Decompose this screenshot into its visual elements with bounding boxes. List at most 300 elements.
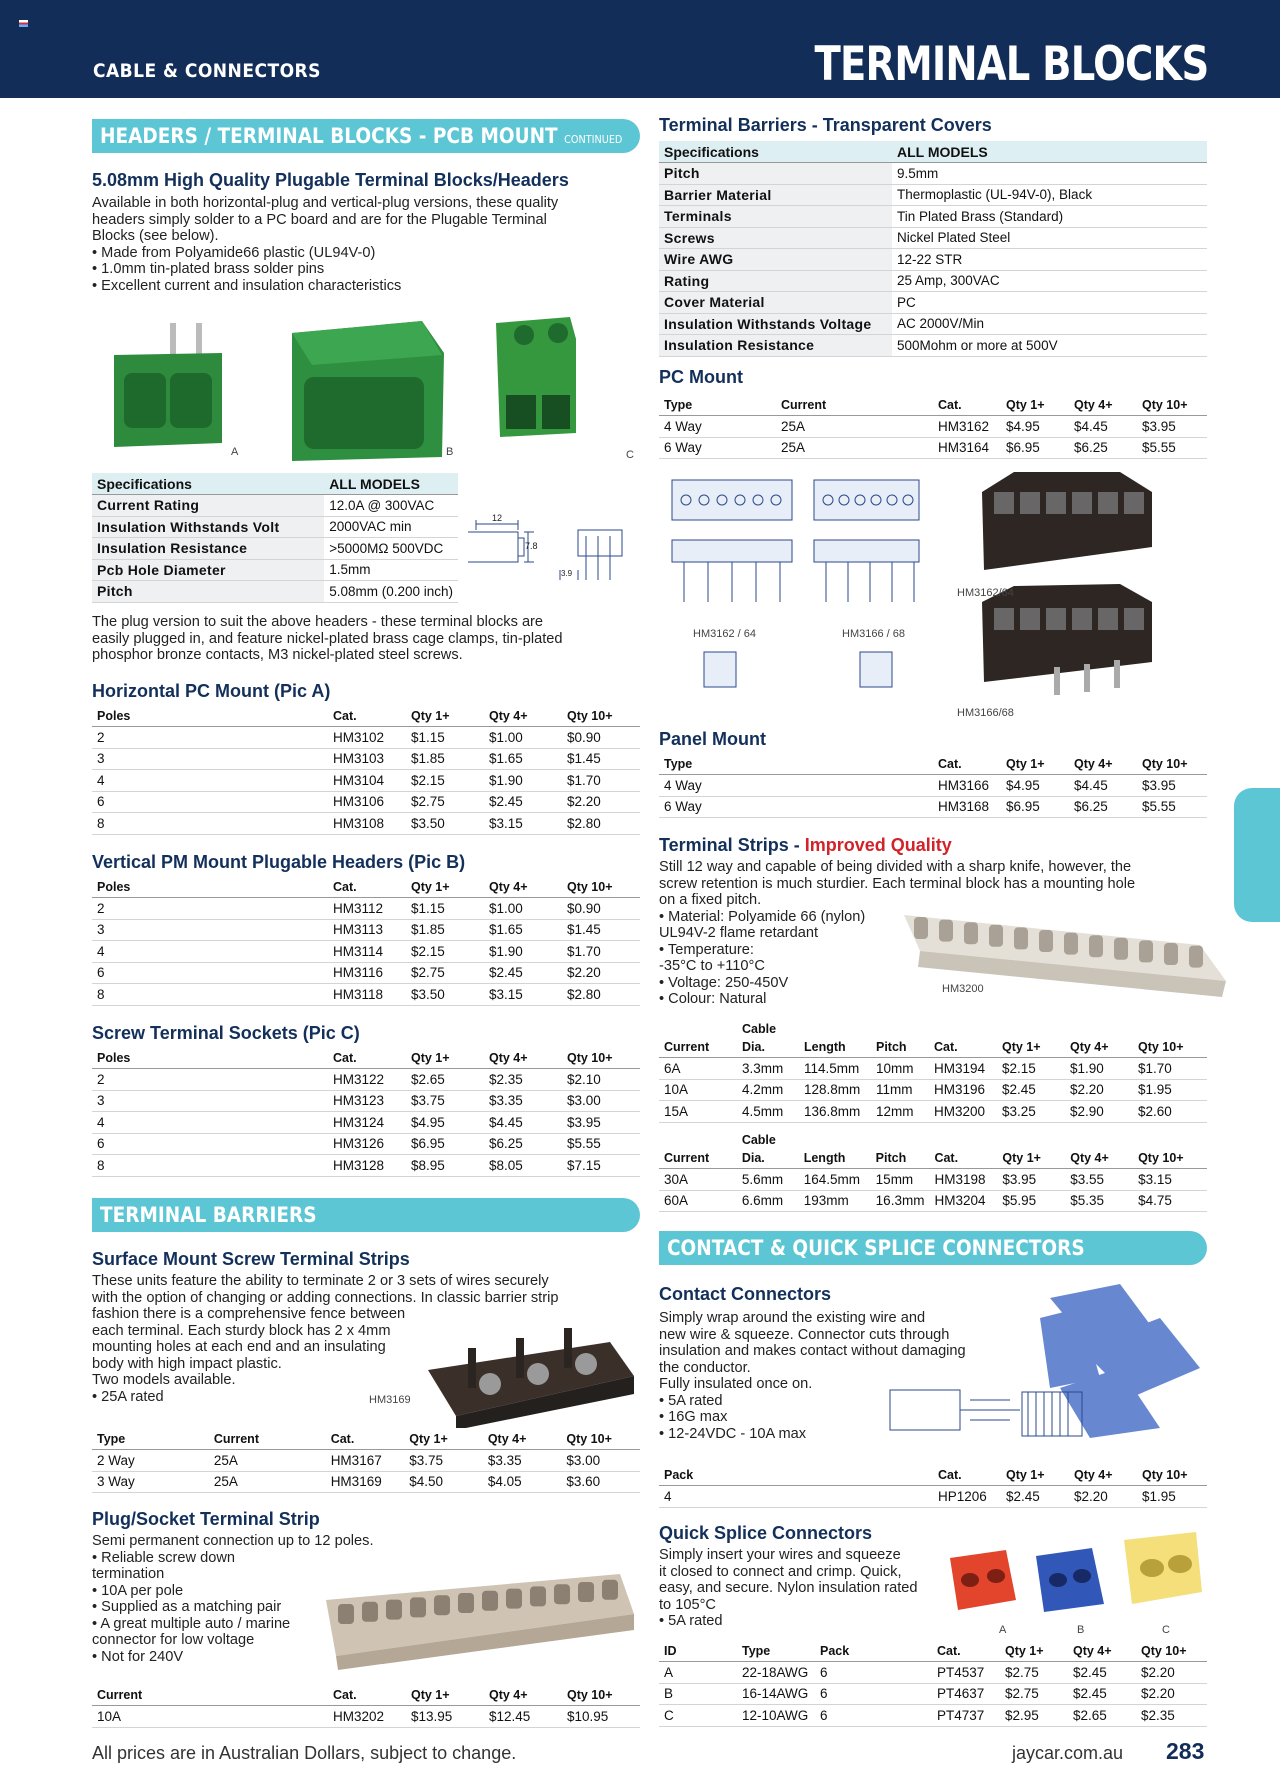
column-header: Qty 4+ [483,1428,562,1450]
table-cell: $1.15 [406,727,484,749]
table-cell: HM3196 [929,1079,997,1101]
text-line: Semi permanent connection up to 12 poles. [92,1533,374,1549]
column-header [929,1022,997,1036]
spec-value: 12.0A @ 300VAC [324,495,458,517]
column-header: Qty 1+ [406,876,484,898]
table-row [92,1112,640,1134]
table-cell: 12mm [871,1101,929,1123]
table-cell: HM3108 [328,813,406,835]
column-header: Cat. [933,394,1001,416]
horizontal-pc-heading: Horizontal PC Mount (Pic A) [92,681,331,701]
text-line: headers simply solder to a PC board and are for the Plugable Terminal [92,211,547,228]
table-cell: $2.80 [562,813,640,835]
table-cell: $2.45 [484,962,562,984]
spec-label: Barrier Material [659,184,892,206]
table-cell: $2.75 [1000,1662,1068,1684]
table-row [92,1069,640,1091]
label-c: C [626,449,634,461]
text-line: Blocks (see below). [92,228,219,244]
table-cell: HM3204 [929,1190,997,1212]
table-cell: $2.15 [997,1058,1065,1080]
table-cell: $3.15 [1133,1169,1207,1191]
table-cell: $4.95 [406,1112,484,1134]
page-number: 283 [1166,1738,1205,1764]
column-header: Qty 4+ [484,705,562,727]
column-header: Pitch [871,1036,929,1058]
column-header: Current [659,1147,737,1169]
table-row [92,1450,640,1472]
column-header: Cat. [328,1047,406,1069]
table-cell: HM3102 [328,727,406,749]
section-bar-contact [659,1231,1207,1265]
spec-label: Current Rating [92,495,324,517]
spec-row [659,163,1207,185]
terminal-strips-heading: Terminal Strips - Improved Quality [659,835,952,855]
column-header: Qty 10+ [1133,1036,1207,1058]
table-cell: $6.95 [1001,796,1069,818]
column-header: Qty 10+ [562,1684,640,1706]
table-cell: $1.85 [406,748,484,770]
table-cell: 6 [815,1705,932,1727]
plug-socket-strip-photo [320,1560,640,1675]
table-cell: HM3118 [328,984,406,1006]
table-cell: HM3202 [328,1706,406,1728]
table-cell: 12-10AWG [737,1705,815,1727]
column-header: Cat. [933,1464,1001,1486]
table-row [659,1705,1207,1727]
table-cell: 16-14AWG [737,1683,815,1705]
table-cell: PT4637 [932,1683,1000,1705]
table-cell: 16.3mm [871,1190,930,1212]
column-header [1065,1133,1133,1147]
table-row [659,437,1207,459]
quick-splice-yellow [1124,1532,1202,1604]
table-cell: $2.20 [1136,1683,1207,1705]
table-cell: HM3106 [328,791,406,813]
table-cell: 3 [92,748,328,770]
table-row [92,941,640,963]
text-line: Available in both horizontal-plug and vertical-plug versions, these quality [92,195,559,211]
panel-mount-heading: Panel Mount [659,729,766,749]
table-cell: HM3123 [328,1090,406,1112]
table-cell: HM3162 [933,416,1001,438]
table-cell: HM3198 [929,1169,997,1191]
column-header: Qty 1+ [1001,1464,1069,1486]
side-tab[interactable] [1234,788,1280,922]
spec-row [659,206,1207,228]
column-header [871,1022,929,1036]
barrier-caption: HM3169 [369,1394,411,1406]
column-header: Current [209,1428,326,1450]
table-row [659,1058,1207,1080]
table-cell: 6 [815,1683,932,1705]
table-cell: HM3169 [326,1471,405,1493]
table-cell: $2.45 [1068,1683,1136,1705]
pc-mount-table [659,394,1207,459]
text-line: • Reliable screw down [92,1549,236,1566]
quick-splice-red [950,1550,1016,1610]
table-row [92,984,640,1006]
table-cell: $4.45 [1069,775,1137,797]
column-header: Qty 10+ [562,705,640,727]
text-line: it closed to connect and crimp. Quick, [659,1563,902,1580]
spec-value: >5000MΩ 500VDC [324,538,458,560]
table-cell: 6 [92,1133,328,1155]
text-line: the conductor. [659,1359,751,1376]
spec-label: Terminals [659,206,892,228]
table-cell: $3.55 [1065,1169,1133,1191]
column-header: Qty 1+ [997,1036,1065,1058]
spec-row [92,538,458,560]
table-cell: HM3113 [328,919,406,941]
text-line: body with high impact plastic. [92,1355,282,1372]
text-line: • 12-24VDC - 10A max [659,1425,807,1442]
table-cell: 10A [659,1079,737,1101]
spec-value: 9.5mm [892,163,1207,185]
table-cell: $6.25 [1069,437,1137,459]
spec-value: Thermoplastic (UL-94V-0), Black [892,184,1207,206]
table-cell: $1.70 [1133,1058,1207,1080]
splice-label-c: C [1162,1624,1170,1636]
text-line: to 105°C [659,1596,716,1613]
table-cell: $3.50 [406,984,484,1006]
table-cell: $0.90 [562,898,640,920]
barrier-dimension-diagrams [664,462,1204,712]
table-cell: HM3116 [328,962,406,984]
table-cell: 6A [659,1058,737,1080]
table-cell: $2.75 [406,962,484,984]
table-row [659,1683,1207,1705]
table-cell: 25A [209,1471,326,1493]
table-cell: HM3200 [929,1101,997,1123]
table-cell: $1.00 [484,727,562,749]
text-line: • Not for 240V [92,1648,184,1665]
spec-row [659,227,1207,249]
spec-value: 1.5mm [324,559,458,581]
table-cell: $12.45 [484,1706,562,1728]
page-header [0,0,1280,98]
column-header: Type [659,753,933,775]
diagram-caption-2: HM3166 / 68 [842,628,905,640]
section-bar-headers [92,119,640,153]
text-line: on a fixed pitch. [659,892,762,908]
table-row [659,1486,1207,1508]
table-cell: HM3126 [328,1133,406,1155]
table-row [659,416,1207,438]
section-suffix: CONTINUED [564,133,623,146]
table-cell: 15A [659,1101,737,1123]
column-header [871,1133,930,1147]
column-header: Cat. [933,753,1001,775]
table-cell: $3.95 [1137,416,1207,438]
table-cell: 2 [92,1069,328,1091]
site-url[interactable]: jaycar.com.au [1012,1743,1124,1763]
text-line: easily plugged in, and feature nickel-plated brass cage clamps, tin-plated [92,630,563,647]
column-header: Qty 10+ [1137,394,1207,416]
text-line: phosphor bronze contacts, M3 nickel-plated steel screws. [92,647,463,663]
table-cell: 5.6mm [737,1169,799,1191]
column-header: Poles [92,876,328,898]
horizontal-pc-table [92,705,640,835]
column-header: Type [737,1640,815,1662]
text-line: termination [92,1566,165,1582]
table-cell: $5.35 [1065,1190,1133,1212]
plug-socket-heading: Plug/Socket Terminal Strip [92,1509,320,1529]
barrier-strip-photo [420,1318,640,1428]
surface-mount-table [92,1428,640,1493]
table-cell: $4.95 [1001,416,1069,438]
column-header: Cat. [328,876,406,898]
column-header: Qty 1+ [406,705,484,727]
section-title: CONTACT & QUICK SPLICE CONNECTORS [667,1236,1085,1260]
spec-row [659,313,1207,335]
table-cell: 8 [92,984,328,1006]
table-cell: 4 Way [659,416,776,438]
table-cell: HM3122 [328,1069,406,1091]
column-header: Qty 10+ [562,1047,640,1069]
table-cell: $1.90 [484,770,562,792]
text-line: • A great multiple auto / marine [92,1615,291,1632]
plugable-spec-table: Specifications ALL MODELS Current Rating 12.0A @ 300VAC Insulation Withstands Volt 2000VAC min Insulation Resistance >5000MΩ 500VDC Pcb Hole Diameter 1.5mm Pitch 5.08mm (0.200 inch) [92,473,458,603]
screw-sockets-heading: Screw Terminal Sockets (Pic C) [92,1023,360,1043]
table-cell: $4.05 [483,1471,562,1493]
table-cell: 4.2mm [737,1079,799,1101]
header-photo-b [292,321,444,461]
table-cell: 8 [92,1155,328,1177]
page-title: TERMINAL BLOCKS [814,37,1208,92]
table-cell: HM3103 [328,748,406,770]
table-cell: $1.85 [406,919,484,941]
label-b: B [446,446,454,458]
svg-text:12: 12 [492,513,503,523]
table-row [92,962,640,984]
table-row [92,898,640,920]
table-cell: $3.25 [997,1101,1065,1123]
table-cell: 6 [92,791,328,813]
column-header [1065,1022,1133,1036]
header-photo-c [496,317,576,437]
surface-mount-heading: Surface Mount Screw Terminal Strips [92,1249,410,1269]
table-row [92,919,640,941]
table-row [92,1155,640,1177]
table-row [92,770,640,792]
table-cell: 6 Way [659,437,776,459]
column-header: Qty 4+ [1065,1036,1133,1058]
column-header: Current [776,394,933,416]
column-header: Current [92,1684,328,1706]
spec-row [659,335,1207,357]
quick-splice-heading: Quick Splice Connectors [659,1523,873,1543]
text-line: Fully insulated once on. [659,1376,813,1392]
table-cell: $2.35 [484,1069,562,1091]
table-cell: 164.5mm [799,1169,871,1191]
table-cell: $2.20 [562,791,640,813]
table-cell: 136.8mm [799,1101,871,1123]
table-cell: $2.65 [406,1069,484,1091]
column-header [1133,1022,1207,1036]
strip-caption: HM3200 [942,983,984,995]
vertical-pm-heading: Vertical PM Mount Plugable Headers (Pic B) [92,852,466,872]
table-cell: 128.8mm [799,1079,871,1101]
table-cell: $7.15 [562,1155,640,1177]
text-line: new wire & squeeze. Connector cuts through [659,1326,950,1343]
spec-label: Insulation Resistance [659,335,892,357]
spec-label: Screws [659,227,892,249]
text-line: with the option of changing or adding connections. In classic barrier strip [92,1289,559,1306]
table-cell: $2.45 [1068,1662,1136,1684]
table-cell: 60A [659,1190,737,1212]
table-cell: HM3104 [328,770,406,792]
svg-text:7.8: 7.8 [525,541,538,551]
table-cell: $2.20 [562,962,640,984]
table-cell: 4 [92,1112,328,1134]
table-cell: $2.35 [1136,1705,1207,1727]
text-line: • Material: Polyamide 66 (nylon) [659,908,866,925]
spec-label: Wire AWG [659,249,892,271]
table-row [92,813,640,835]
label-a: A [231,446,239,458]
column-header: Qty 4+ [1068,1640,1136,1662]
spec-label: Pitch [659,163,892,185]
spec-value: AC 2000V/Min [892,313,1207,335]
table-cell: $4.75 [1133,1190,1207,1212]
spec-value: Nickel Plated Steel [892,227,1207,249]
table-cell: 25A [776,416,933,438]
table-row [659,1101,1207,1123]
table-cell: $3.35 [484,1090,562,1112]
table-cell: $1.70 [562,770,640,792]
contact-connectors-table [659,1464,1207,1508]
table-cell: 2 [92,898,328,920]
terminal-strips-table-1 [659,1022,1207,1123]
text-line: Simply insert your wires and squeeze [659,1547,901,1563]
column-header [799,1022,871,1036]
table-cell: $1.00 [484,898,562,920]
spec-row [659,292,1207,314]
table-cell: $13.95 [406,1706,484,1728]
table-cell: 3.3mm [737,1058,799,1080]
column-header: Qty 4+ [1069,753,1137,775]
table-cell: 114.5mm [799,1058,871,1080]
column-header: Qty 4+ [1065,1147,1133,1169]
table-cell: $1.95 [1137,1486,1207,1508]
flag-icon [19,20,28,27]
table-cell: $1.15 [406,898,484,920]
column-header [997,1022,1065,1036]
table-row [92,1133,640,1155]
photo-caption-2: HM3166/68 [957,707,1014,719]
table-row [92,748,640,770]
table-cell: $1.65 [484,919,562,941]
table-cell: $5.55 [1137,796,1207,818]
column-header: Qty 1+ [1000,1640,1068,1662]
text-line: These units feature the ability to terminate 2 or 3 sets of wires securely [92,1273,549,1289]
text-line: • 5A rated [659,1613,723,1629]
table-cell: $2.65 [1068,1705,1136,1727]
table-cell: B [659,1683,737,1705]
table-cell: 3 [92,919,328,941]
table-cell: $2.75 [406,791,484,813]
table-cell: $3.95 [997,1169,1065,1191]
table-cell: $2.20 [1065,1079,1133,1101]
table-cell: 8 [92,813,328,835]
table-cell: 6.6mm [737,1190,799,1212]
spec-value: 2000VAC min [324,516,458,538]
spec-label: Insulation Resistance [92,538,324,560]
spec-label: Insulation Withstands Volt [92,516,324,538]
table-cell: $3.00 [562,1090,640,1112]
text-line: • 16G max [659,1409,728,1425]
text-line: • Made from Polyamide66 plastic (UL94V-0) [92,244,376,261]
table-cell: $2.45 [1001,1486,1069,1508]
text-line: connector for low voltage [92,1632,255,1648]
column-header: ID [659,1640,737,1662]
column-header [929,1133,997,1147]
table-cell: $1.90 [1065,1058,1133,1080]
table-cell: 30A [659,1169,737,1191]
table-cell: $6.25 [1069,796,1137,818]
text-line: The plug version to suit the above headers - these terminal blocks are [92,614,544,630]
column-header: Qty 10+ [1136,1640,1207,1662]
table-cell: $2.80 [562,984,640,1006]
spec-row [92,495,458,517]
spec-value: 500Mohm or more at 500V [892,335,1207,357]
spec-label: Pitch [92,581,324,603]
table-row [92,1471,640,1493]
spec-row [659,249,1207,271]
table-cell: $1.45 [562,919,640,941]
column-header: Length [799,1036,871,1058]
section-title: HEADERS / TERMINAL BLOCKS - PCB MOUNT [100,124,558,148]
table-cell: 10mm [871,1058,929,1080]
column-header: Qty 1+ [1001,394,1069,416]
table-cell: $10.95 [562,1706,640,1728]
text-line: Still 12 way and capable of being divided with a sharp knife, however, the [659,859,1132,875]
table-cell: $2.15 [406,941,484,963]
panel-mount-table [659,753,1207,818]
spec-label: Pcb Hole Diameter [92,559,324,581]
quick-splice-photos [940,1528,1210,1623]
table-cell: $3.15 [484,984,562,1006]
column-header [659,1022,737,1036]
spec-row [659,270,1207,292]
table-cell: $2.20 [1136,1662,1207,1684]
spec-row [92,581,458,603]
plug-socket-table [92,1684,640,1728]
column-header: Qty 1+ [1001,753,1069,775]
text-line: • Voltage: 250-450V [659,974,789,991]
column-header: Pitch [871,1147,930,1169]
diagram-caption-1: HM3162 / 64 [693,628,756,640]
table-cell: 3 [92,1090,328,1112]
table-cell: $5.55 [562,1133,640,1155]
table-cell: $1.95 [1133,1079,1207,1101]
table-cell: $5.95 [997,1190,1065,1212]
table-cell: HP1206 [933,1486,1001,1508]
text-line: • 10A per pole [92,1582,184,1599]
column-header [1133,1133,1207,1147]
spec-label: Cover Material [659,292,892,314]
category-title: CABLE & CONNECTORS [93,60,321,82]
text-line: insulation and makes contact without damaging [659,1343,966,1359]
text-line: screw retention is much sturdier. Each terminal block has a mounting hole [659,875,1136,892]
table-cell: $2.20 [1069,1486,1137,1508]
spec-value: 5.08mm (0.200 inch) [324,581,458,603]
photo-caption-1: HM3162/64 [957,587,1014,599]
transparent-covers-spec-table: Specifications ALL MODELS Pitch 9.5mm Barrier Material Thermoplastic (UL-94V-0), Black Terminals Tin Plated Brass (Standard) Screws Nickel Plated Steel Wire AWG 12-22 STR Rating 25 Amp, 300VAC Cover Material PC Insulation Withstands Voltage AC 2000V/Min Insulation Resistance 500Mohm or more at 500V [659,141,1207,357]
spec-row [92,516,458,538]
table-cell: 25A [209,1450,326,1472]
